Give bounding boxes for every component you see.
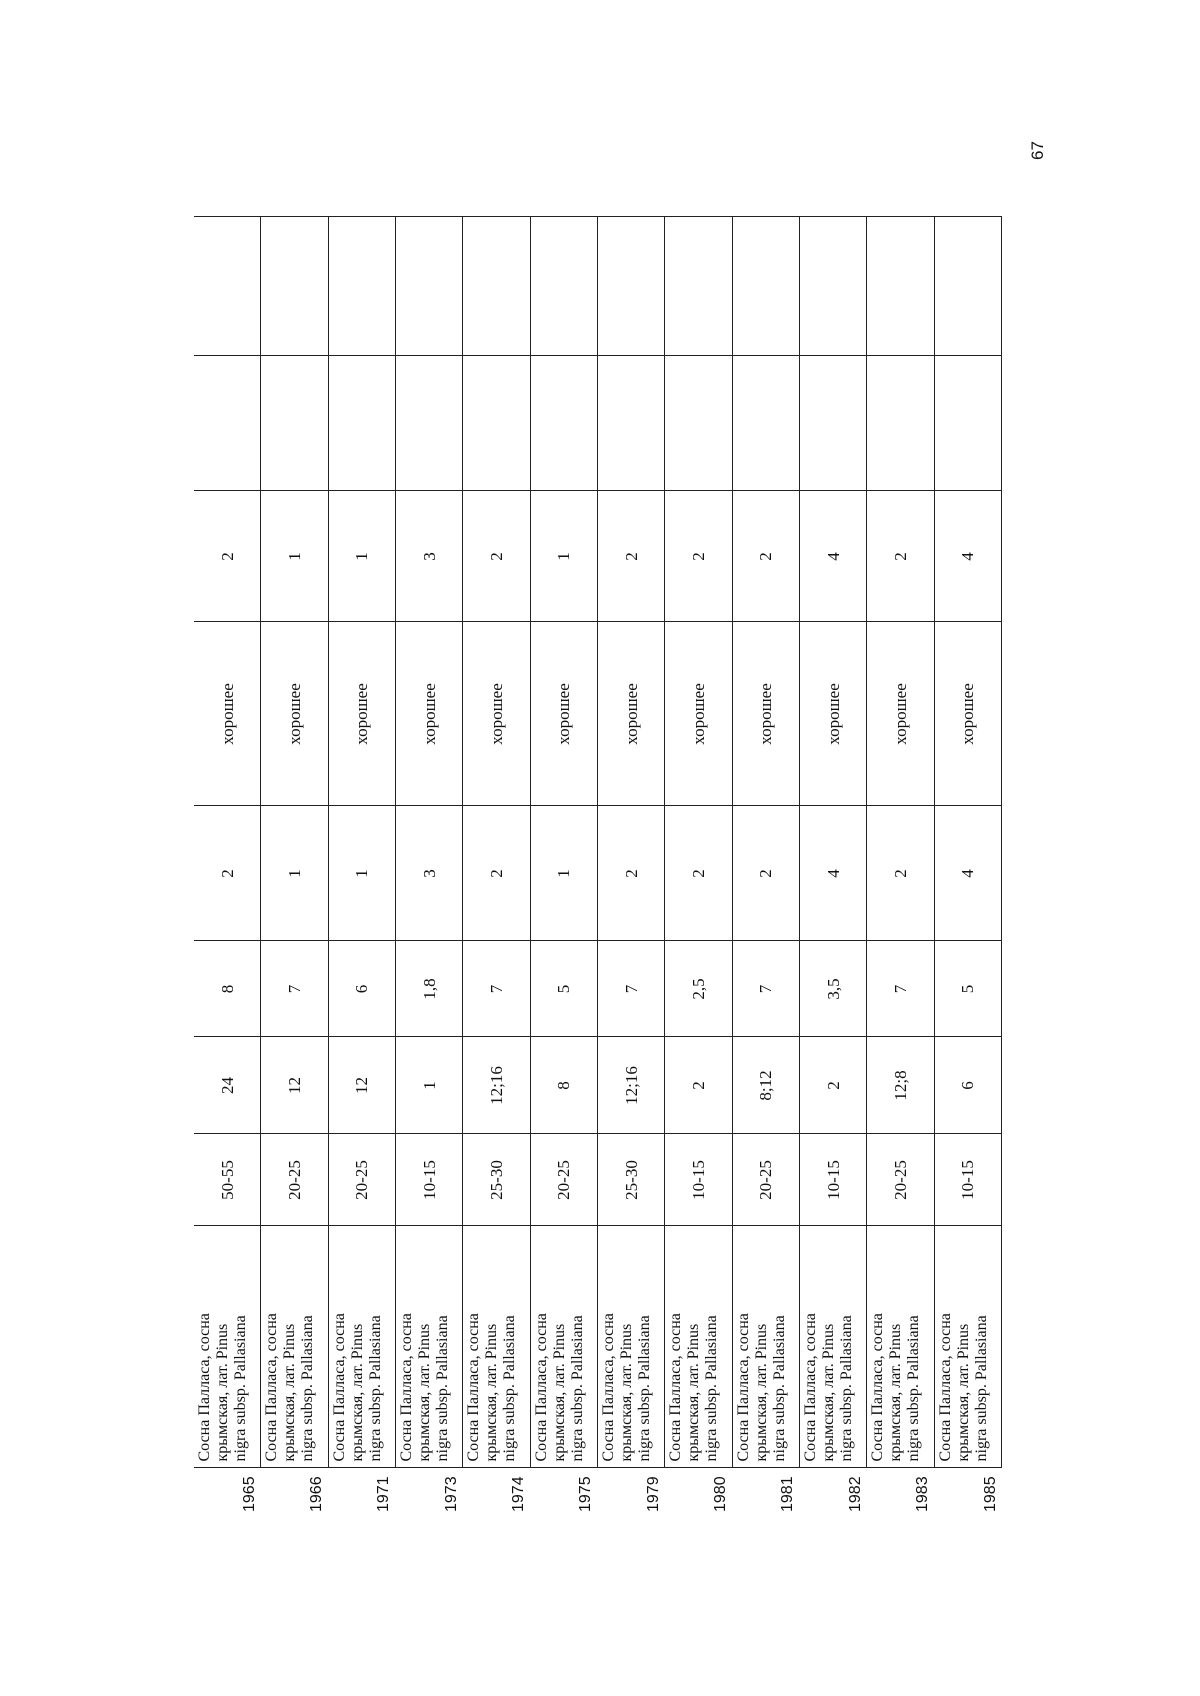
age-cell: 25-30 (597, 1134, 664, 1226)
age-cell: 50-55 (194, 1134, 261, 1226)
table-row (194, 217, 261, 1514)
condition-cell: хорошее (194, 622, 261, 806)
year-label: 1983 (914, 1476, 932, 1512)
table-row (732, 217, 799, 1514)
count-cell: 2 (665, 1037, 732, 1134)
height-cell: 7 (463, 941, 530, 1037)
data-table (194, 217, 1002, 1515)
species-cell (395, 1226, 462, 1468)
species-line: Сосна Палласа, сосна (465, 1313, 483, 1462)
age-cell: 10-15 (395, 1134, 462, 1226)
extra2-cell (261, 217, 328, 356)
value-cell: 3 (395, 806, 462, 941)
species-line: Сосна Палласа, сосна (801, 1313, 819, 1462)
species-cell (530, 1226, 597, 1468)
count-cell: 1 (395, 1037, 462, 1134)
species-line: nigra subsp. Pallasiana (635, 1315, 653, 1462)
year-cell (665, 1468, 732, 1514)
species-cell (328, 1226, 395, 1468)
species-cell (194, 1226, 261, 1468)
table-row (867, 217, 934, 1514)
value-cell: 2 (463, 806, 530, 941)
value2-cell: 4 (799, 491, 866, 622)
value2-cell: 2 (463, 491, 530, 622)
year-label: 1966 (308, 1476, 326, 1512)
value2-cell: 3 (395, 491, 462, 622)
condition-cell: хорошее (732, 622, 799, 806)
species-line: Сосна Палласа, сосна (196, 1313, 213, 1462)
condition-cell: хорошее (597, 622, 664, 806)
extra2-cell (194, 217, 261, 356)
year-label: 1981 (779, 1476, 797, 1512)
year-label: 1965 (240, 1476, 258, 1512)
height-cell: 6 (328, 941, 395, 1037)
year-cell (934, 1468, 1001, 1514)
species-line: nigra subsp. Pallasiana (837, 1315, 855, 1462)
height-cell: 2,5 (665, 941, 732, 1037)
value2-cell: 2 (665, 491, 732, 622)
value2-cell: 2 (194, 491, 261, 622)
species-cell (732, 1226, 799, 1468)
species-cell (463, 1226, 530, 1468)
count-cell: 24 (194, 1037, 261, 1134)
table-row (597, 217, 664, 1514)
extra-cell (665, 356, 732, 491)
count-cell: 6 (934, 1037, 1001, 1134)
value-cell: 2 (194, 806, 261, 941)
value2-cell: 1 (328, 491, 395, 622)
condition-cell: хорошее (934, 622, 1001, 806)
height-cell: 7 (261, 941, 328, 1037)
extra2-cell (530, 217, 597, 356)
extra2-cell (934, 217, 1001, 356)
value2-cell: 1 (261, 491, 328, 622)
species-line: nigra subsp. Pallasiana (905, 1315, 923, 1462)
species-line: крымская, лат. Pinus (348, 1323, 366, 1462)
species-line: крымская, лат. Pinus (954, 1323, 972, 1462)
value-cell: 2 (597, 806, 664, 941)
value2-cell: 2 (597, 491, 664, 622)
count-cell: 12;16 (463, 1037, 530, 1134)
extra-cell (867, 356, 934, 491)
height-cell: 1,8 (395, 941, 462, 1037)
table-row (799, 217, 866, 1514)
extra2-cell (799, 217, 866, 356)
condition-cell: хорошее (867, 622, 934, 806)
extra-cell (328, 356, 395, 491)
species-line: Сосна Палласа, сосна (869, 1313, 887, 1462)
condition-cell: хорошее (328, 622, 395, 806)
year-cell (328, 1468, 395, 1514)
species-line: крымская, лат. Pinus (887, 1323, 905, 1462)
year-cell (597, 1468, 664, 1514)
age-cell: 20-25 (261, 1134, 328, 1226)
species-cell (665, 1226, 732, 1468)
species-line: Сосна Палласа, сосна (263, 1313, 281, 1462)
year-label: 1975 (577, 1476, 595, 1512)
count-cell: 12;16 (597, 1037, 664, 1134)
species-line: крымская, лат. Pinus (550, 1323, 568, 1462)
extra-cell (597, 356, 664, 491)
height-cell: 3,5 (799, 941, 866, 1037)
page-number: 67 (1028, 141, 1047, 160)
species-line: Сосна Палласа, сосна (936, 1313, 954, 1462)
value-cell: 1 (530, 806, 597, 941)
extra2-cell (732, 217, 799, 356)
year-cell (867, 1468, 934, 1514)
species-line: крымская, лат. Pinus (819, 1323, 837, 1462)
year-label: 1974 (510, 1476, 528, 1512)
species-cell (867, 1226, 934, 1468)
species-line: Сосна Палласа, сосна (734, 1313, 752, 1462)
extra-cell (463, 356, 530, 491)
age-cell: 20-25 (530, 1134, 597, 1226)
count-cell: 12 (328, 1037, 395, 1134)
species-line: Сосна Палласа, сосна (330, 1313, 348, 1462)
year-label: 1980 (712, 1476, 730, 1512)
extra-cell (799, 356, 866, 491)
species-line: крымская, лат. Pinus (617, 1323, 635, 1462)
age-cell: 20-25 (732, 1134, 799, 1226)
condition-cell: хорошее (799, 622, 866, 806)
year-cell (732, 1468, 799, 1514)
species-cell (597, 1226, 664, 1468)
count-cell: 12 (261, 1037, 328, 1134)
count-cell: 12;8 (867, 1037, 934, 1134)
species-line: Сосна Палласа, сосна (599, 1313, 617, 1462)
species-line: крымская, лат. Pinus (752, 1323, 770, 1462)
species-cell (261, 1226, 328, 1468)
extra2-cell (395, 217, 462, 356)
condition-cell: хорошее (665, 622, 732, 806)
year-cell (463, 1468, 530, 1514)
species-line: nigra subsp. Pallasiana (501, 1315, 519, 1462)
count-cell: 8 (530, 1037, 597, 1134)
age-cell: 25-30 (463, 1134, 530, 1226)
extra2-cell (665, 217, 732, 356)
condition-cell: хорошее (395, 622, 462, 806)
year-cell (194, 1468, 261, 1514)
table-row (934, 217, 1001, 1514)
extra-cell (732, 356, 799, 491)
value2-cell: 2 (732, 491, 799, 622)
height-cell: 5 (934, 941, 1001, 1037)
age-cell: 10-15 (799, 1134, 866, 1226)
year-label: 1985 (981, 1476, 999, 1512)
condition-cell: хорошее (261, 622, 328, 806)
species-line: Сосна Палласа, сосна (667, 1313, 685, 1462)
species-line: крымская, лат. Pinus (214, 1323, 231, 1462)
table-row (463, 217, 530, 1514)
table-row (395, 217, 462, 1514)
extra2-cell (463, 217, 530, 356)
extra-cell (261, 356, 328, 491)
year-cell (530, 1468, 597, 1514)
year-cell (799, 1468, 866, 1514)
year-label: 1979 (644, 1476, 662, 1512)
height-cell: 8 (194, 941, 261, 1037)
condition-cell: хорошее (530, 622, 597, 806)
species-line: крымская, лат. Pinus (415, 1323, 433, 1462)
table-body (194, 217, 1002, 1514)
age-cell: 10-15 (665, 1134, 732, 1226)
species-cell (799, 1226, 866, 1468)
age-cell: 20-25 (328, 1134, 395, 1226)
species-line: nigra subsp. Pallasiana (433, 1315, 451, 1462)
species-line: nigra subsp. Pallasiana (770, 1315, 788, 1462)
count-cell: 8;12 (732, 1037, 799, 1134)
extra2-cell (867, 217, 934, 356)
species-line: крымская, лат. Pinus (483, 1323, 501, 1462)
year-cell (395, 1468, 462, 1514)
species-line: Сосна Палласа, сосна (532, 1313, 550, 1462)
table-row (530, 217, 597, 1514)
value-cell: 1 (261, 806, 328, 941)
species-line: nigra subsp. Pallasiana (299, 1315, 317, 1462)
value2-cell: 4 (934, 491, 1001, 622)
species-line: крымская, лат. Pinus (281, 1323, 299, 1462)
condition-cell: хорошее (463, 622, 530, 806)
value-cell: 4 (799, 806, 866, 941)
age-cell: 10-15 (934, 1134, 1001, 1226)
value2-cell: 2 (867, 491, 934, 622)
species-line: nigra subsp. Pallasiana (568, 1315, 586, 1462)
species-cell (934, 1226, 1001, 1468)
extra-cell (934, 356, 1001, 491)
year-cell (261, 1468, 328, 1514)
value-cell: 2 (732, 806, 799, 941)
value-cell: 4 (934, 806, 1001, 941)
species-line: Сосна Палласа, сосна (397, 1313, 415, 1462)
age-cell: 20-25 (867, 1134, 934, 1226)
rotated-table (194, 217, 1002, 1514)
value-cell: 2 (867, 806, 934, 941)
table-row (261, 217, 328, 1514)
value2-cell: 1 (530, 491, 597, 622)
year-label: 1971 (375, 1476, 393, 1512)
extra-cell (194, 356, 261, 491)
value-cell: 2 (665, 806, 732, 941)
year-label: 1982 (846, 1476, 864, 1512)
value-cell: 1 (328, 806, 395, 941)
count-cell: 2 (799, 1037, 866, 1134)
table-row (665, 217, 732, 1514)
height-cell: 7 (732, 941, 799, 1037)
extra2-cell (328, 217, 395, 356)
year-label: 1973 (442, 1476, 460, 1512)
height-cell: 5 (530, 941, 597, 1037)
extra-cell (530, 356, 597, 491)
species-line: nigra subsp. Pallasiana (703, 1315, 721, 1462)
height-cell: 7 (867, 941, 934, 1037)
species-line: nigra subsp. Pallasiana (232, 1315, 249, 1462)
species-line: крымская, лат. Pinus (685, 1323, 703, 1462)
species-line: nigra subsp. Pallasiana (366, 1315, 384, 1462)
extra2-cell (597, 217, 664, 356)
height-cell: 7 (597, 941, 664, 1037)
table-row (328, 217, 395, 1514)
extra-cell (395, 356, 462, 491)
species-line: nigra subsp. Pallasiana (972, 1315, 990, 1462)
